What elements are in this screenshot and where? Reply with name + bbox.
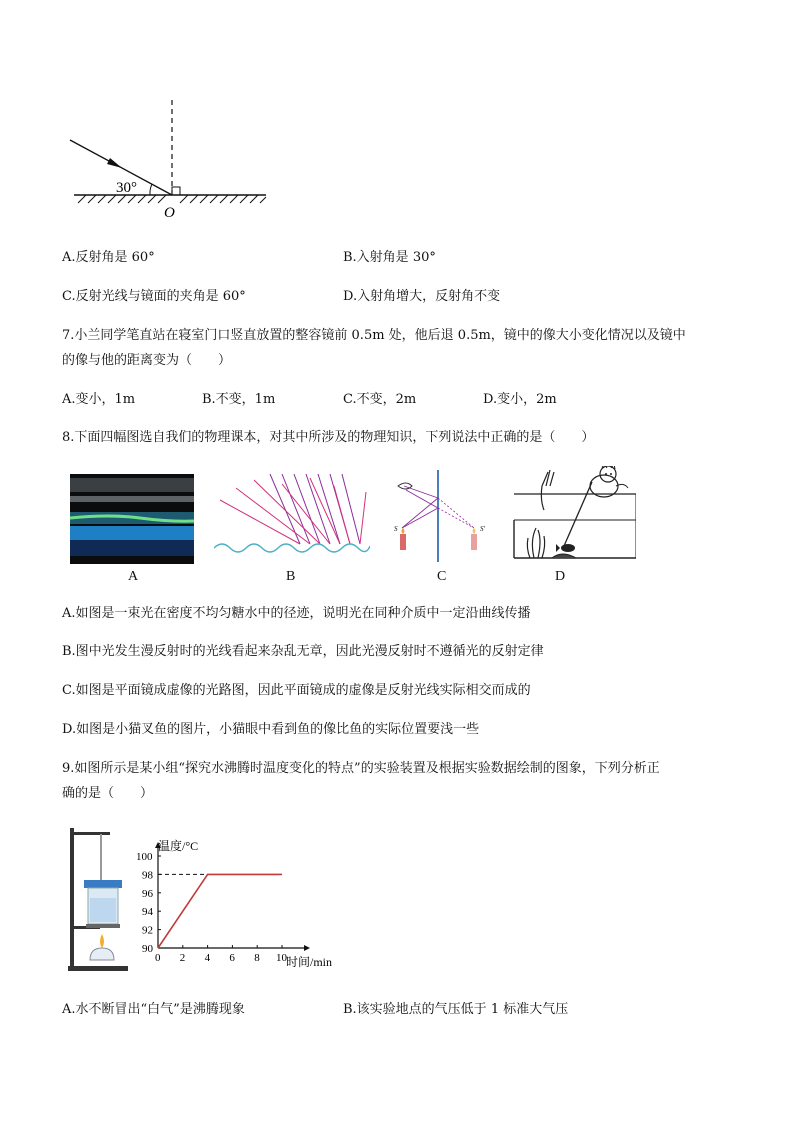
- q9-option-a[interactable]: A.水不断冒出“白气”是沸腾现象: [62, 1002, 245, 1017]
- y-tick-label: 90: [142, 943, 153, 955]
- figure-c-caption: C: [437, 569, 447, 584]
- figure-b-diffuse-reflection: [214, 470, 370, 558]
- figure-a-sugar-water: [70, 474, 194, 564]
- y-axis-label: 温度/°C: [158, 839, 199, 853]
- q6-option-c[interactable]: C.反射光线与镜面的夹角是 60°: [62, 289, 246, 304]
- x-tick-label: 4: [204, 952, 211, 964]
- point-o-label: O: [164, 205, 175, 221]
- q9-stem-line-2: 确的是（ ）: [62, 786, 154, 801]
- ray-arrow-icon: [107, 158, 122, 168]
- q6-option-d[interactable]: D.入射角增大，反射角不变: [343, 289, 501, 304]
- x-tick-label: 10: [276, 952, 287, 964]
- reflection-diagram: [60, 95, 280, 225]
- q7-option-a[interactable]: A.变小，1m: [62, 392, 136, 407]
- angle-arc: [150, 184, 152, 195]
- boiling-apparatus: [64, 822, 128, 972]
- q8-option-d[interactable]: D.如图是小猫叉鱼的图片，小猫眼中看到鱼的像比鱼的实际位置要浅一些: [62, 722, 480, 737]
- fish-icon: [556, 544, 575, 552]
- q6-option-a[interactable]: A.反射角是 60°: [62, 250, 155, 265]
- figure-c-label-s: S: [394, 525, 398, 533]
- right-angle-mark: [172, 187, 180, 195]
- q7-option-b[interactable]: B.不变，1m: [202, 392, 276, 407]
- x-tick-label: 8: [254, 952, 260, 964]
- q7-option-d[interactable]: D.变小，2m: [483, 392, 557, 407]
- figure-d-cat-fishing: [512, 466, 636, 562]
- temperature-series-line: [158, 874, 282, 948]
- figure-c-label-s-prime: S': [480, 525, 485, 533]
- q8-option-c[interactable]: C.如图是平面镜成虚像的光路图，因此平面镜成的虚像是反射光线实际相交而成的: [62, 683, 531, 698]
- y-tick-label: 100: [136, 851, 153, 863]
- x-axis-arrow-icon: [304, 945, 310, 951]
- y-tick-label: 94: [142, 906, 153, 919]
- q8-option-b[interactable]: B.图中光发生漫反射时的光线看起来杂乱无章，因此光漫反射时不遵循光的反射定律: [62, 644, 544, 659]
- figure-a-caption: A: [128, 569, 139, 584]
- angle-label: 30°: [116, 180, 137, 196]
- q7-stem-line-2: 的像与他的距离变为（ ）: [62, 353, 232, 368]
- y-tick-label: 96: [142, 887, 153, 900]
- x-axis-label: 时间/min: [286, 955, 333, 969]
- q6-option-b[interactable]: B.入射角是 30°: [343, 250, 436, 265]
- q9-option-b[interactable]: B.该实验地点的气压低于 1 标准大气压: [343, 1002, 569, 1017]
- q8-option-a[interactable]: A.如图是一束光在密度不均匀糖水中的径迹，说明光在同种介质中一定沿曲线传播: [62, 606, 531, 621]
- mirror-hatching: [78, 195, 266, 203]
- spear: [564, 482, 592, 546]
- y-tick-label: 98: [142, 869, 153, 882]
- x-tick-label: 6: [229, 952, 235, 964]
- q8-stem: 8.下面四幅图选自我们的物理课本，对其中所涉及的物理知识，下列说法中正确的是（ ）: [62, 430, 595, 445]
- q7-stem-line-1: 7.小兰同学笔直站在寝室门口竖直放置的整容镜前 0.5m 处，他后退 0.5m，镜中的像大小变化情况以及镜中: [62, 328, 686, 343]
- temperature-time-chart: [130, 832, 350, 974]
- x-tick-label: 2: [179, 952, 186, 964]
- figure-c-plane-mirror: [392, 468, 492, 564]
- q7-option-c[interactable]: C.不变，2m: [343, 392, 417, 407]
- figure-d-caption: D: [555, 569, 566, 584]
- cat-icon: [590, 466, 628, 497]
- y-tick-label: 92: [142, 924, 153, 937]
- x-tick-label: 0: [155, 952, 161, 964]
- figure-b-caption: B: [286, 569, 296, 584]
- q9-stem-line-1: 9.如图所示是某小组“探究水沸腾时温度变化的特点”的实验装置及根据实验数据绘制的图象，下列分析正: [62, 761, 660, 776]
